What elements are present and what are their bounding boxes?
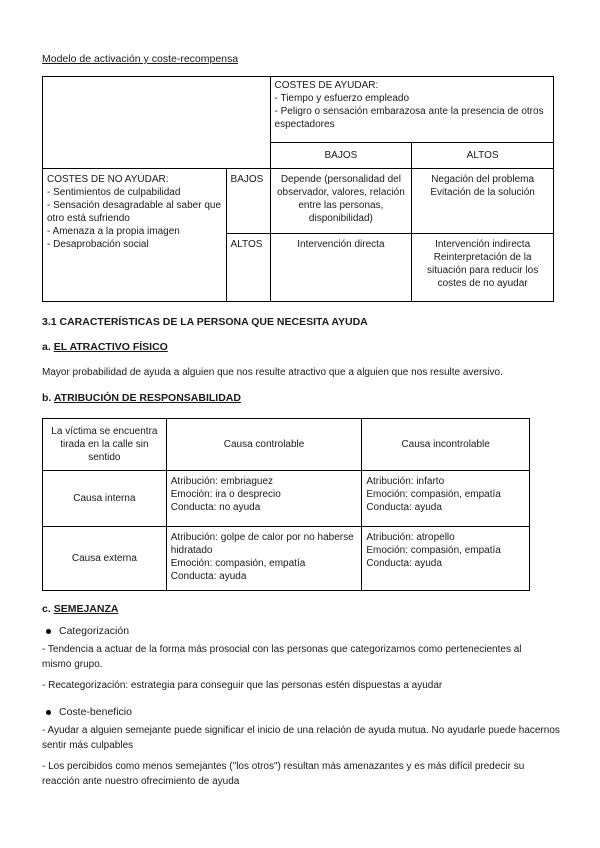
cell-line: Conducta: ayuda: [366, 502, 442, 513]
costes-ayudar-cell: [270, 77, 553, 143]
col-header-controlable: Causa controlable: [166, 419, 362, 471]
table1-empty-corner-lower: [43, 143, 271, 169]
document-title: Modelo de activación y coste-recompensa: [42, 53, 239, 65]
costes-ayudar-item: - Peligro o sensación embarazosa ante la presencia de otros espectadores: [274, 106, 544, 130]
cell-line: Conducta: ayuda: [170, 571, 247, 582]
col-header-incontrolable: Causa incontrolable: [362, 419, 530, 471]
bullet-label: Coste-beneficio: [59, 706, 132, 718]
cell-interna-incontrolable: [362, 471, 530, 527]
costes-no-ayudar-item: - Amenaza a la propia imagen: [47, 226, 180, 238]
bullet-label: Categorización: [59, 625, 130, 637]
cell-line: Atribución: embriaguez: [170, 476, 274, 487]
bullet-coste-beneficio: [46, 706, 132, 718]
costes-no-ayudar-item: - Sensación desagradable al saber que otro está sufriendo: [47, 200, 222, 225]
coste-beneficio-text-2: - Los percibidos como menos semejantes ("los otros") resultan más amenazantes y es más difícil predecir su reacción ante nuestro ofrecimiento de ayuda: [42, 761, 525, 787]
row-header-interna: Causa interna: [43, 471, 167, 527]
attribution-table: [42, 418, 530, 591]
row-header-altos: ALTOS: [226, 233, 270, 301]
bullet-dot-icon: [46, 629, 51, 634]
row-header-bajos: BAJOS: [226, 169, 270, 233]
bullet-dot-icon: [46, 710, 51, 715]
cell-line: Conducta: no ayuda: [170, 502, 261, 513]
subsection-b-title: ATRIBUCIÓN DE RESPONSABILIDAD: [53, 392, 241, 404]
costes-no-ayudar-cell: [43, 169, 227, 302]
subsection-b-prefix: b.: [42, 392, 52, 404]
cell-externa-controlable: [166, 527, 362, 591]
cell-line: Emoción: compasión, empatía: [170, 558, 306, 569]
table1-empty-corner: [43, 77, 271, 143]
subsection-a-prefix: a.: [42, 341, 51, 353]
cell-bajos-altos: Negación del problema Evitación de la solución: [412, 169, 554, 233]
categorizacion-text-1: - Tendencia a actuar de la forma más prosocial con las personas que categorizamos como pertenecientes al mismo grupo.: [42, 644, 522, 670]
subsection-b-heading: [42, 392, 241, 404]
categorizacion-text-2: - Recategorización: estrategia para conseguir que las personas estén dispuestas a ayudar: [42, 680, 443, 691]
table2-corner: La víctima se encuentra tirada en la calle sin sentido: [43, 419, 167, 471]
col-header-altos: ALTOS: [412, 143, 554, 169]
costes-no-ayudar-item: - Desaprobación social: [47, 239, 149, 251]
cell-altos-bajos: Intervención directa: [270, 233, 412, 301]
subsection-c-heading: [42, 603, 118, 615]
cell-line: Atribución: golpe de calor por no haberse hidratado: [170, 532, 354, 556]
cell-line: Atribución: atropello: [366, 532, 455, 543]
cell-line: Emoción: compasión, empatía: [366, 489, 501, 500]
cell-altos-altos: Intervención indirecta Reinterpretación de la situación para reducir los costes de no ayudar: [412, 233, 554, 301]
cell-bajos-bajos: Depende (personalidad del observador, valores, relación entre las personas, disponibilidad): [270, 169, 412, 233]
subsection-c-prefix: c.: [42, 603, 51, 615]
cell-interna-controlable: [166, 471, 362, 527]
cell-externa-incontrolable: [362, 527, 530, 591]
cell-line: Emoción: ira o desprecio: [170, 489, 281, 500]
subsection-a-heading: [42, 341, 168, 353]
activation-cost-table: [42, 76, 554, 302]
costes-ayudar-title: COSTES DE AYUDAR:: [274, 80, 379, 91]
subsection-c-title: SEMEJANZA: [53, 603, 119, 615]
bullet-categorizacion: [46, 625, 129, 637]
cell-line: Conducta: ayuda: [366, 558, 442, 569]
cell-line: Atribución: infarto: [366, 476, 445, 487]
costes-no-ayudar-item: - Sentimientos de culpabilidad: [47, 187, 181, 199]
subsection-a-text: Mayor probabilidad de ayuda a alguien que nos resulte atractivo que a alguien que nos resulte aversivo.: [42, 367, 503, 378]
col-header-bajos: BAJOS: [270, 143, 412, 169]
section-heading-3-1: 3.1 CARACTERÍSTICAS DE LA PERSONA QUE NECESITA AYUDA: [42, 316, 368, 328]
coste-beneficio-text-1: - Ayudar a alguien semejante puede significar el inicio de una relación de ayuda mutua. No ayudarle puede hacernos sentir más culpables: [42, 725, 560, 751]
subsection-a-title: EL ATRACTIVO FÍSICO: [53, 341, 168, 353]
costes-ayudar-item: - Tiempo y esfuerzo empleado: [274, 93, 410, 104]
cell-line: Emoción: compasión, empatía: [366, 545, 501, 556]
costes-no-ayudar-title: COSTES DE NO AYUDAR:: [47, 174, 169, 186]
row-header-externa: Causa externa: [43, 527, 167, 591]
